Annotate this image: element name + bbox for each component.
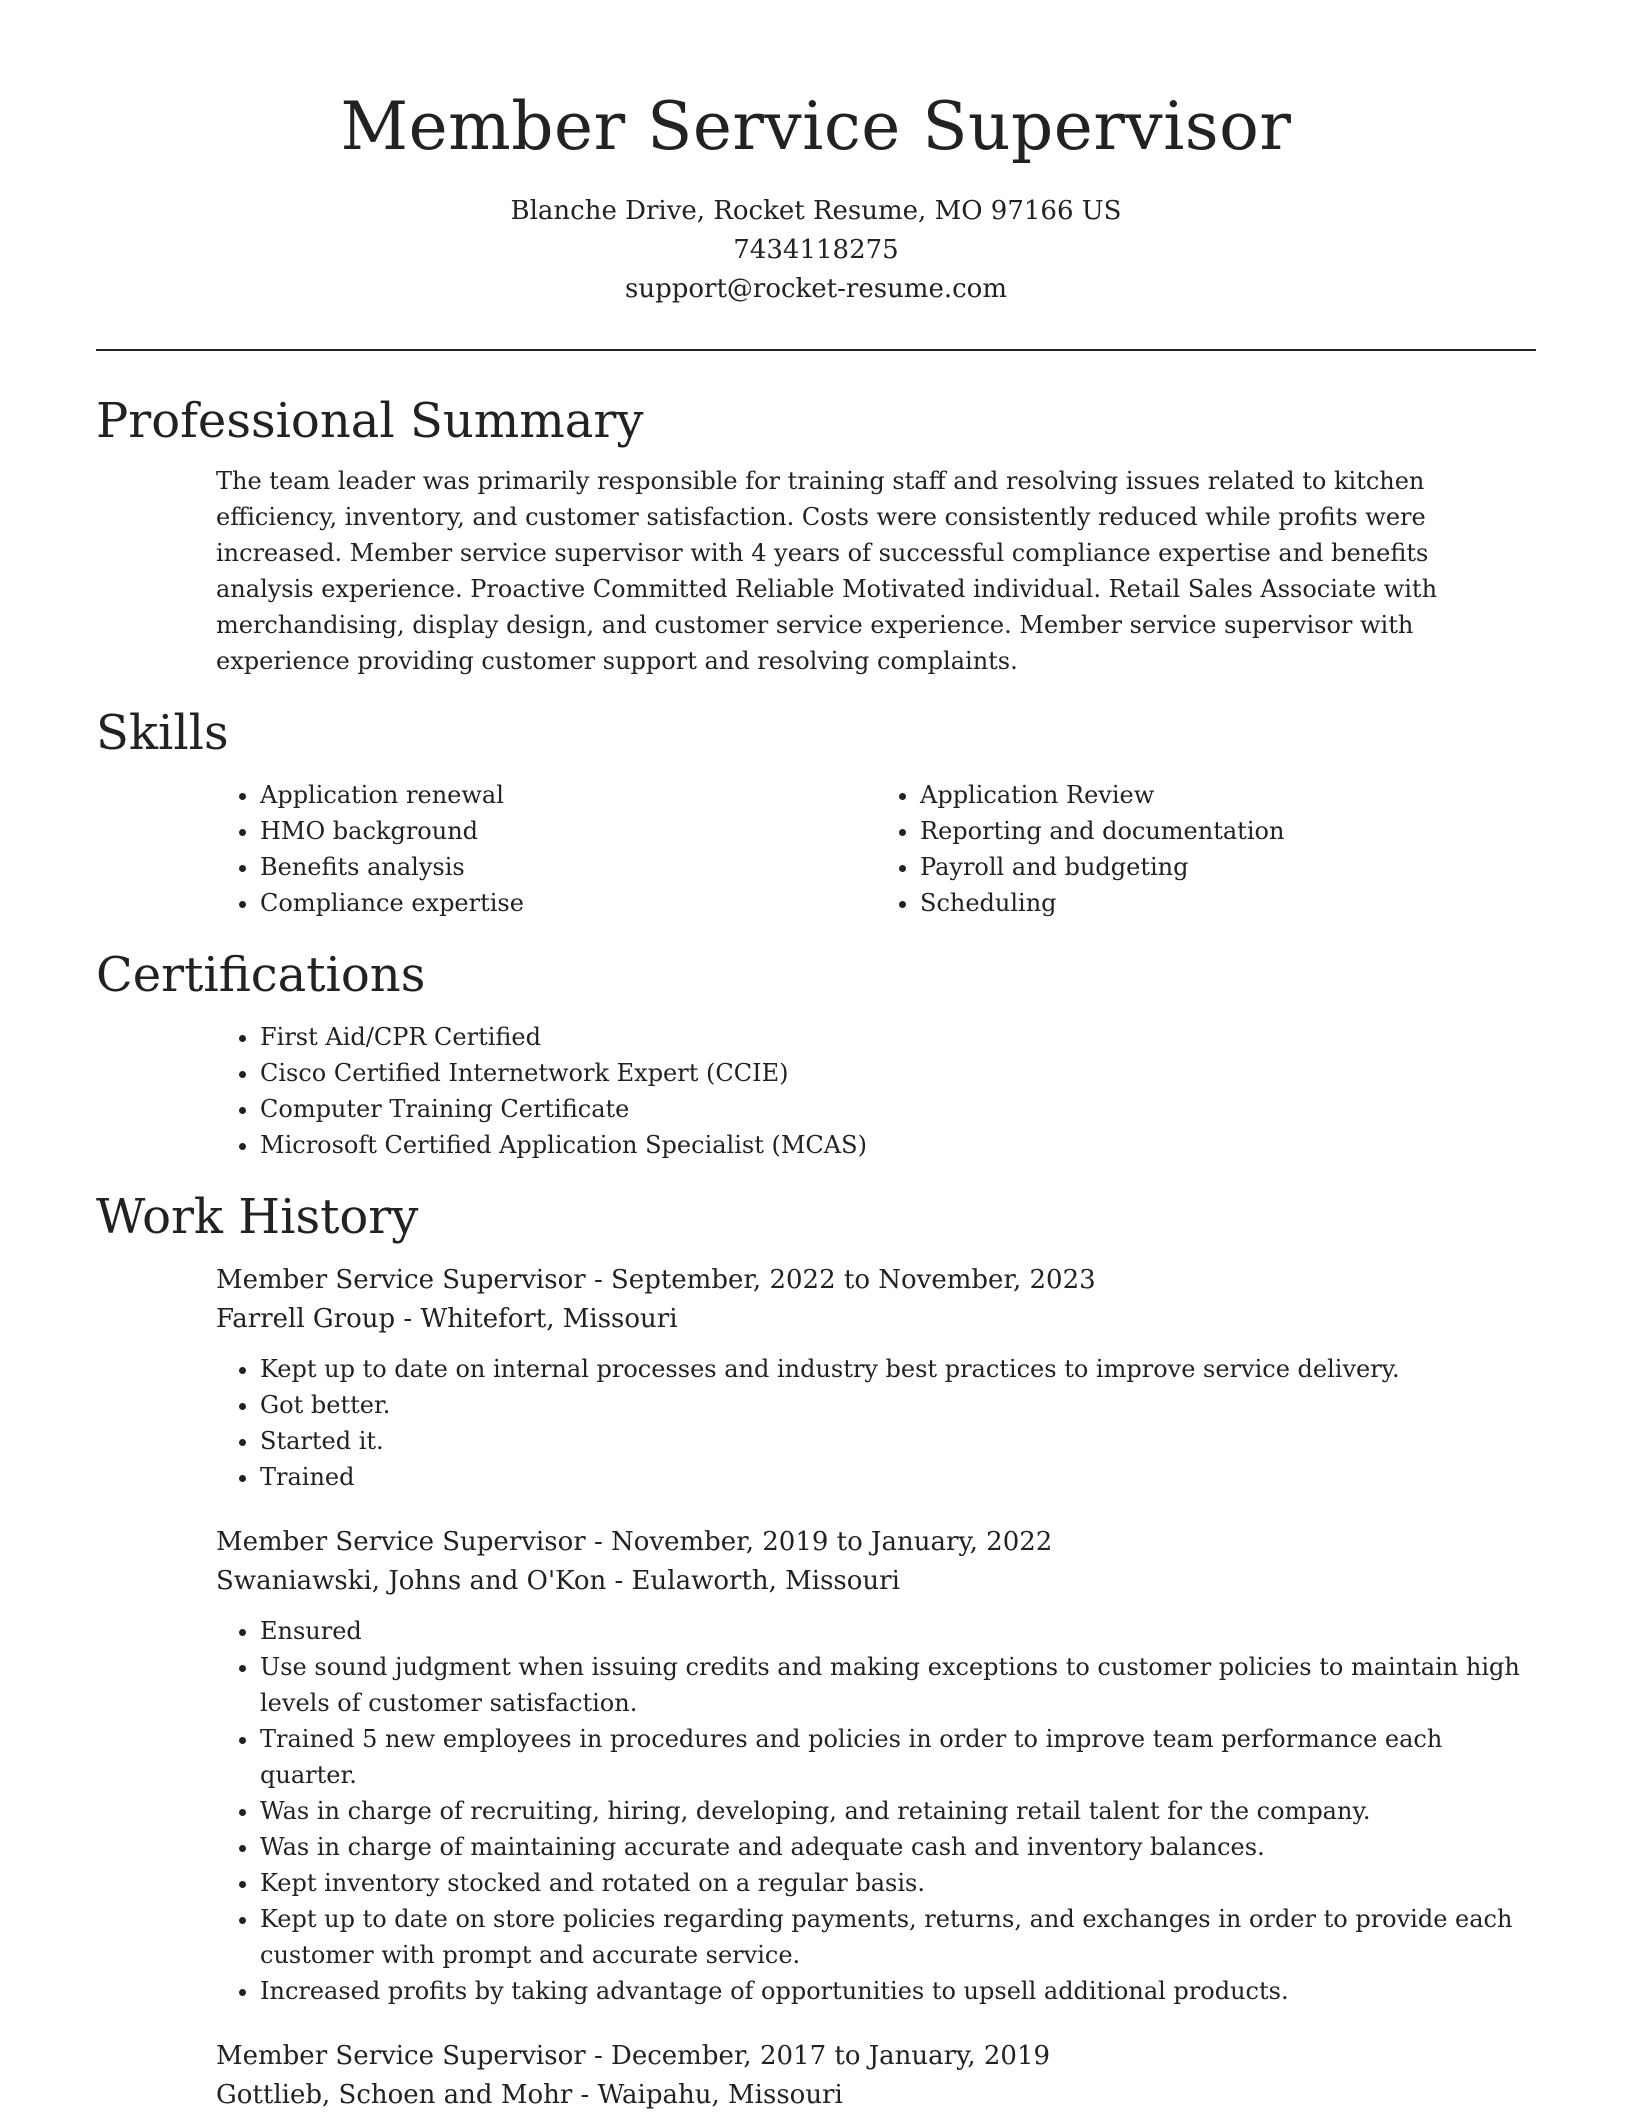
- job-bullet: • Got better.: [260, 1387, 1536, 1423]
- skill-item: • Payroll and budgeting: [920, 849, 1536, 885]
- job-role-line: Member Service Supervisor - November, 2019 to January, 2022: [216, 1527, 1053, 1557]
- job-bullet: • Increased profits by taking advantage of opportunities to upsell additional products.: [260, 1973, 1536, 2009]
- job-entry: [216, 1523, 1536, 2009]
- job-bullet: • Was in charge of maintaining accurate and adequate cash and inventory balances.: [260, 1829, 1536, 1865]
- job-bullet: • Kept inventory stocked and rotated on a regular basis.: [260, 1865, 1536, 1901]
- summary-text: The team leader was primarily responsible for training staff and resolving issues related to kitchen efficiency, inventory, and customer satisfaction. Costs were consistently reduced while profits were increased. Member service supervisor with 4 years of successful compliance expertise and benefits analysis experience. Proactive Committed Reliable Motivated individual. Retail Sales Associate with merchandising, display design, and customer service experience. Member service supervisor with experience providing customer support and resolving complaints.: [216, 467, 1438, 675]
- skills-grid: [216, 777, 1536, 921]
- resume-page: [96, 0, 1536, 2115]
- job-company-line: Farrell Group - Whitefort, Missouri: [216, 1304, 678, 1334]
- job-bullet: • Kept up to date on store policies regarding payments, returns, and exchanges in order to provide each customer with prompt and accurate service.: [260, 1901, 1536, 1973]
- job-bullet: • Started it.: [260, 1423, 1536, 1459]
- resume-header: [96, 0, 1536, 309]
- job-bullet: • Trained 5 new employees in procedures and policies in order to improve team performance each quarter.: [260, 1721, 1536, 1793]
- header-divider: [96, 349, 1536, 351]
- certifications-heading: Certifications: [96, 947, 426, 1003]
- contact-email: support@rocket-resume.com: [624, 274, 1007, 304]
- certification-item: • Computer Training Certificate: [260, 1091, 1536, 1127]
- skill-item: • Benefits analysis: [260, 849, 876, 885]
- job-bullet: • Ensured: [260, 1613, 1536, 1649]
- skill-item: • Application renewal: [260, 777, 876, 813]
- job-company-line: Swaniawski, Johns and O'Kon - Eulaworth, Missouri: [216, 1566, 900, 1596]
- job-bullet: • Kept up to date on internal processes and industry best practices to improve service delivery.: [260, 1351, 1536, 1387]
- certification-item: • Cisco Certified Internetwork Expert (CCIE): [260, 1055, 1536, 1091]
- job-role-line: Member Service Supervisor - December, 2017 to January, 2019: [216, 2041, 1051, 2071]
- job-bullet: • Use sound judgment when issuing credits and making exceptions to customer policies to maintain high levels of customer satisfaction.: [260, 1649, 1536, 1721]
- contact-phone: 7434118275: [733, 235, 899, 265]
- skill-item: • Scheduling: [920, 885, 1536, 921]
- certifications-block: [216, 1019, 1536, 1163]
- job-bullet-list: [216, 1613, 1536, 2009]
- job-company-line: Gottlieb, Schoen and Mohr - Waipahu, Missouri: [216, 2080, 843, 2110]
- certifications-list: [216, 1019, 1536, 1163]
- job-bullet: • Trained: [260, 1459, 1536, 1495]
- candidate-name: Member Service Supervisor: [340, 88, 1292, 165]
- certification-item: • First Aid/CPR Certified: [260, 1019, 1536, 1055]
- job-role-line: Member Service Supervisor - September, 2022 to November, 2023: [216, 1265, 1096, 1295]
- job-entry: [216, 1261, 1536, 1495]
- contact-address: Blanche Drive, Rocket Resume, MO 97166 US: [510, 196, 1122, 226]
- job-bullet: • Was in charge of recruiting, hiring, developing, and retaining retail talent for the company.: [260, 1793, 1536, 1829]
- certification-item: • Microsoft Certified Application Specialist (MCAS): [260, 1127, 1536, 1163]
- job-entry: [216, 2037, 1536, 2115]
- skills-heading: Skills: [96, 705, 229, 761]
- skill-item: • HMO background: [260, 813, 876, 849]
- work-history-heading: Work History: [96, 1189, 419, 1245]
- job-bullet-list: [216, 1351, 1536, 1495]
- summary-heading: Professional Summary: [96, 393, 644, 449]
- skill-item: • Application Review: [920, 777, 1536, 813]
- skills-list-right: [876, 777, 1536, 921]
- skills-list-left: [216, 777, 876, 921]
- skill-item: • Reporting and documentation: [920, 813, 1536, 849]
- skill-item: • Compliance expertise: [260, 885, 876, 921]
